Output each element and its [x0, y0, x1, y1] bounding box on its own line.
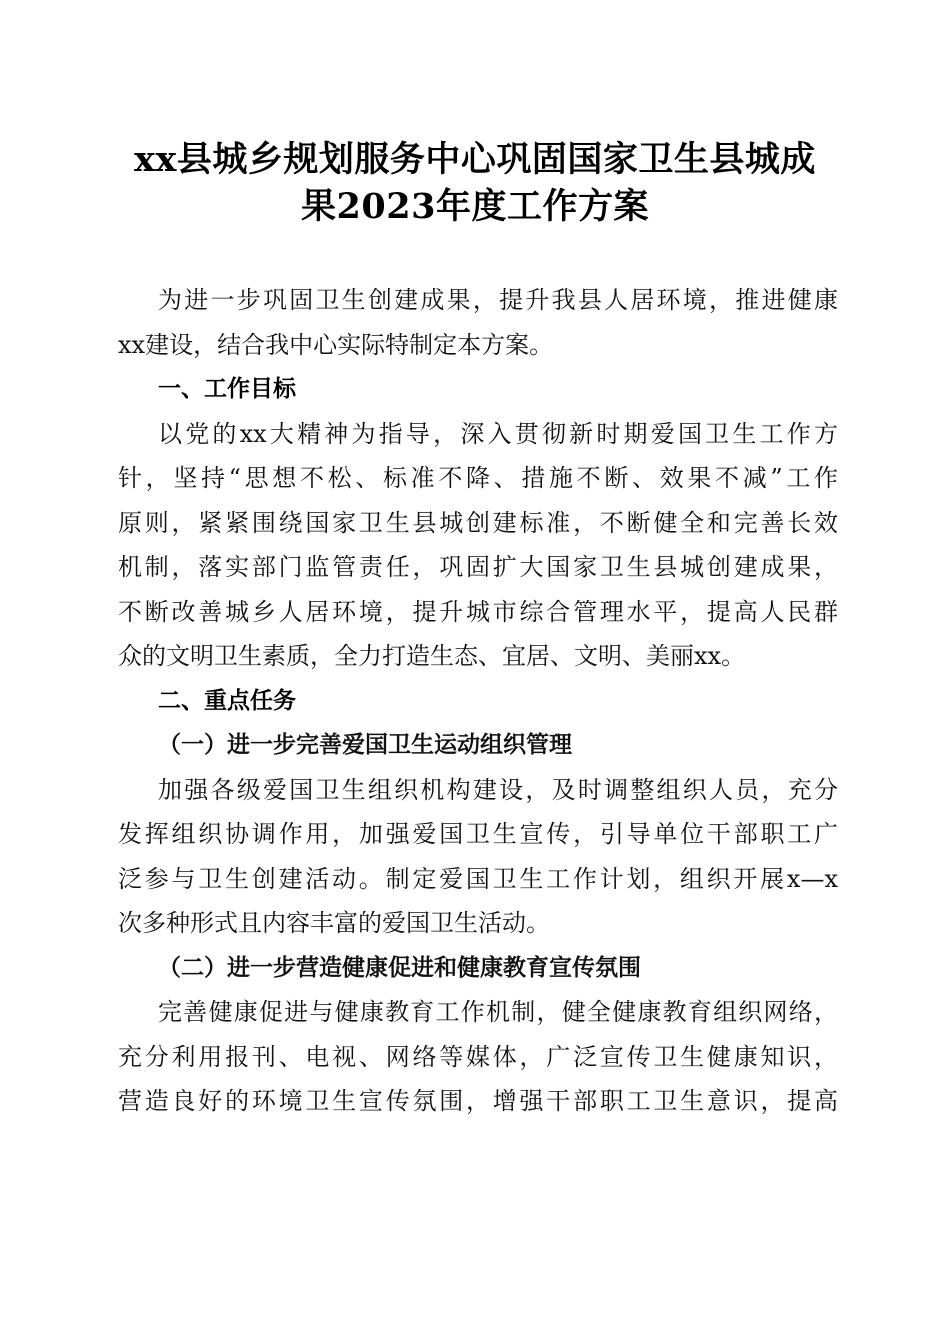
- paragraph-line: 营造良好的环境卫生宣传氛围，增强干部职工卫生意识，提高: [118, 1087, 838, 1115]
- paragraph-line: 泛参与卫生创建活动。制定爱国卫生工作计划，组织开展x—x: [118, 864, 838, 893]
- paragraph-line: 次多种形式且内容丰富的爱国卫生活动。: [118, 909, 550, 937]
- paragraph-line: 加强各级爱国卫生组织机构建设，及时调整组织人员，充分: [158, 775, 838, 804]
- paragraph-line: 完善健康促进与健康教育工作机制，健全健康教育组织网络，: [158, 998, 838, 1026]
- intro-paragraph: [118, 278, 838, 367]
- subsection-2-paragraph: [118, 990, 838, 1124]
- goals-paragraph: [118, 412, 838, 679]
- paragraph-line: 为进一步巩固卫生创建成果，提升我县人居环境，推进健康: [158, 286, 838, 314]
- document-body: [118, 278, 838, 1124]
- paragraph-line: 充分利用报刊、电视、网络等媒体，广泛宣传卫生健康知识，: [118, 1042, 838, 1071]
- paragraph-line: 不断改善城乡人居环境，提升城市综合管理水平，提高人民群: [118, 597, 838, 626]
- paragraph-line: 发挥组织协调作用，加强爱国卫生宣传，引导单位干部职工广: [118, 820, 838, 848]
- paragraph-line: 众的文明卫生素质，全力打造生态、宜居、文明、美丽xx。: [118, 642, 746, 670]
- paragraph-line: 机制，落实部门监管责任，巩固扩大国家卫生县城创建成果，: [118, 553, 838, 581]
- paragraph-line: 针，坚持“思想不松、标准不降、措施不断、效果不减”工作: [118, 464, 838, 492]
- page-title: [100, 136, 850, 230]
- title-line-2: 果2023年度工作方案: [301, 186, 649, 227]
- paragraph-line: xx建设，结合我中心实际特制定本方案。: [118, 330, 554, 359]
- section-heading-key-tasks: 二、重点任务: [158, 687, 296, 714]
- subsection-heading-1: （一）进一步完善爱国卫生运动组织管理: [158, 731, 572, 758]
- section-heading-goals: 一、工作目标: [158, 376, 296, 402]
- paragraph-line: 以党的xx大精神为指导，深入贯彻新时期爱国卫生工作方: [158, 419, 838, 448]
- subsection-1-paragraph: [118, 768, 838, 946]
- paragraph-line: 原则，紧紧围绕国家卫生县城创建标准，不断健全和完善长效: [118, 508, 838, 537]
- title-line-1: xx县城乡规划服务中心巩固国家卫生县城成: [134, 139, 816, 180]
- subsection-heading-2: （二）进一步营造健康促进和健康教育宣传氛围: [158, 953, 641, 981]
